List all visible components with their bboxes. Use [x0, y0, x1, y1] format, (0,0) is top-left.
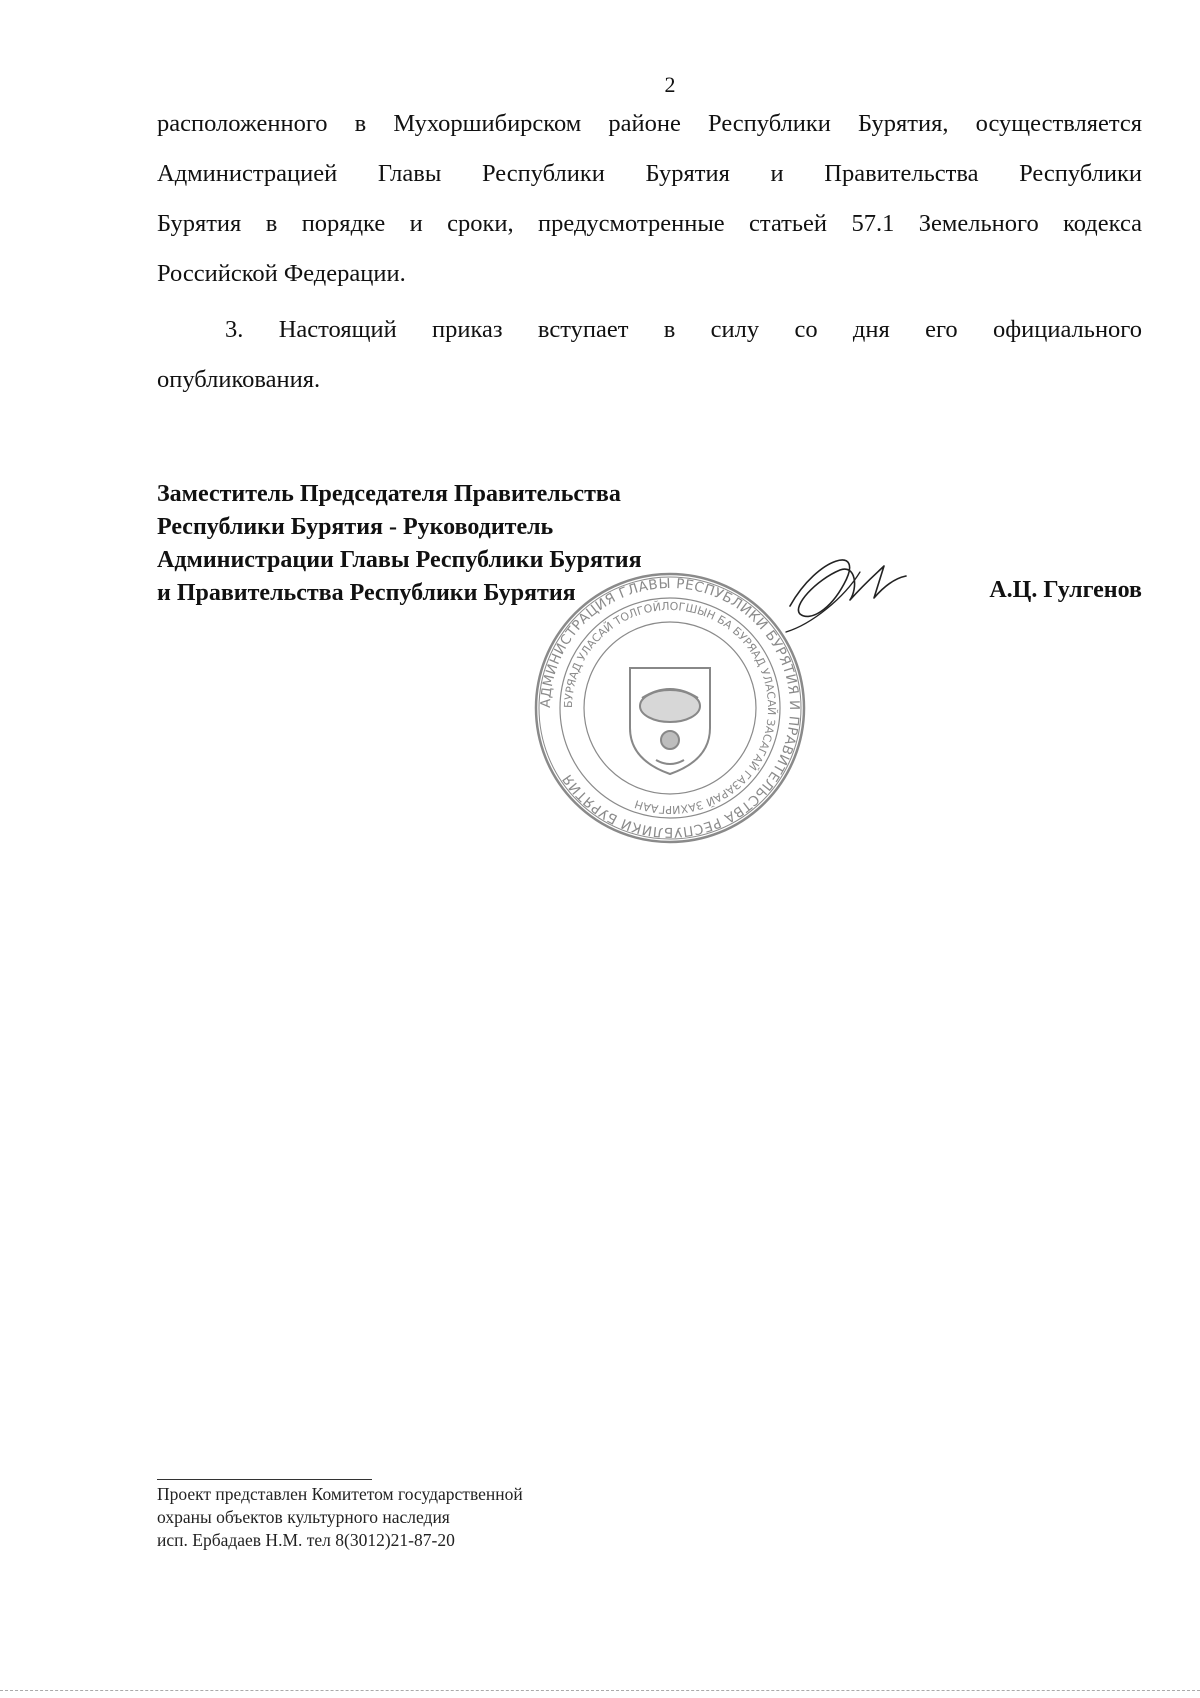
seal-middle-text: БУРЯАД УЛАСАЙ ТОЛГОЙЛОГШЫН БА БУРЯАД УЛАСАЙ ЗАСАГАЙ ГАЗАРАЙ ЗАХИРГААН — [561, 599, 779, 817]
clause-3-paragraph — [157, 305, 1142, 405]
signer-name: А.Ц. Гулгенов — [989, 577, 1142, 603]
position-line: и Правительства Республики Бурятия — [157, 580, 576, 606]
paragraph-line: Российской Федерации. — [157, 260, 406, 287]
paragraph-line: Администрацией Главы Республики Бурятия и Правительства Республики — [157, 160, 1142, 187]
position-line: Заместитель Председателя Правительства — [157, 481, 621, 507]
paragraph-line: опубликования. — [157, 366, 321, 393]
footnote-divider — [157, 1479, 372, 1480]
page-bottom-edge — [0, 1690, 1200, 1691]
official-seal — [532, 570, 808, 846]
position-line: Республики Бурятия - Руководитель — [157, 514, 554, 540]
position-line: Администрации Главы Республики Бурятия — [157, 547, 642, 573]
body-paragraph — [157, 99, 1142, 299]
page-number: 2 — [664, 72, 676, 97]
footnote-line: Проект представлен Комитетом государственной — [157, 1484, 523, 1504]
footnote — [157, 1483, 523, 1552]
footnote-line: охраны объектов культурного наследия — [157, 1507, 450, 1527]
paragraph-line: 3. Настоящий приказ вступает в силу со дня его официального — [225, 316, 1142, 343]
footnote-line: исп. Ербадаев Н.М. тел 8(3012)21-87-20 — [157, 1530, 455, 1550]
handwritten-signature — [778, 536, 928, 646]
buryatia-coat-of-arms-icon — [630, 668, 710, 774]
seal-outer-text: АДМИНИСТРАЦИЯ ГЛАВЫ РЕСПУБЛИКИ БУРЯТИЯ И ПРАВИТЕЛЬСТВА РЕСПУБЛИКИ БУРЯТИЯ — [537, 575, 803, 841]
paragraph-line: расположенного в Мухоршибирском районе Республики Бурятия, осуществляется — [157, 110, 1142, 137]
paragraph-line: Бурятия в порядке и сроки, предусмотренные статьей 57.1 Земельного кодекса — [157, 210, 1142, 237]
